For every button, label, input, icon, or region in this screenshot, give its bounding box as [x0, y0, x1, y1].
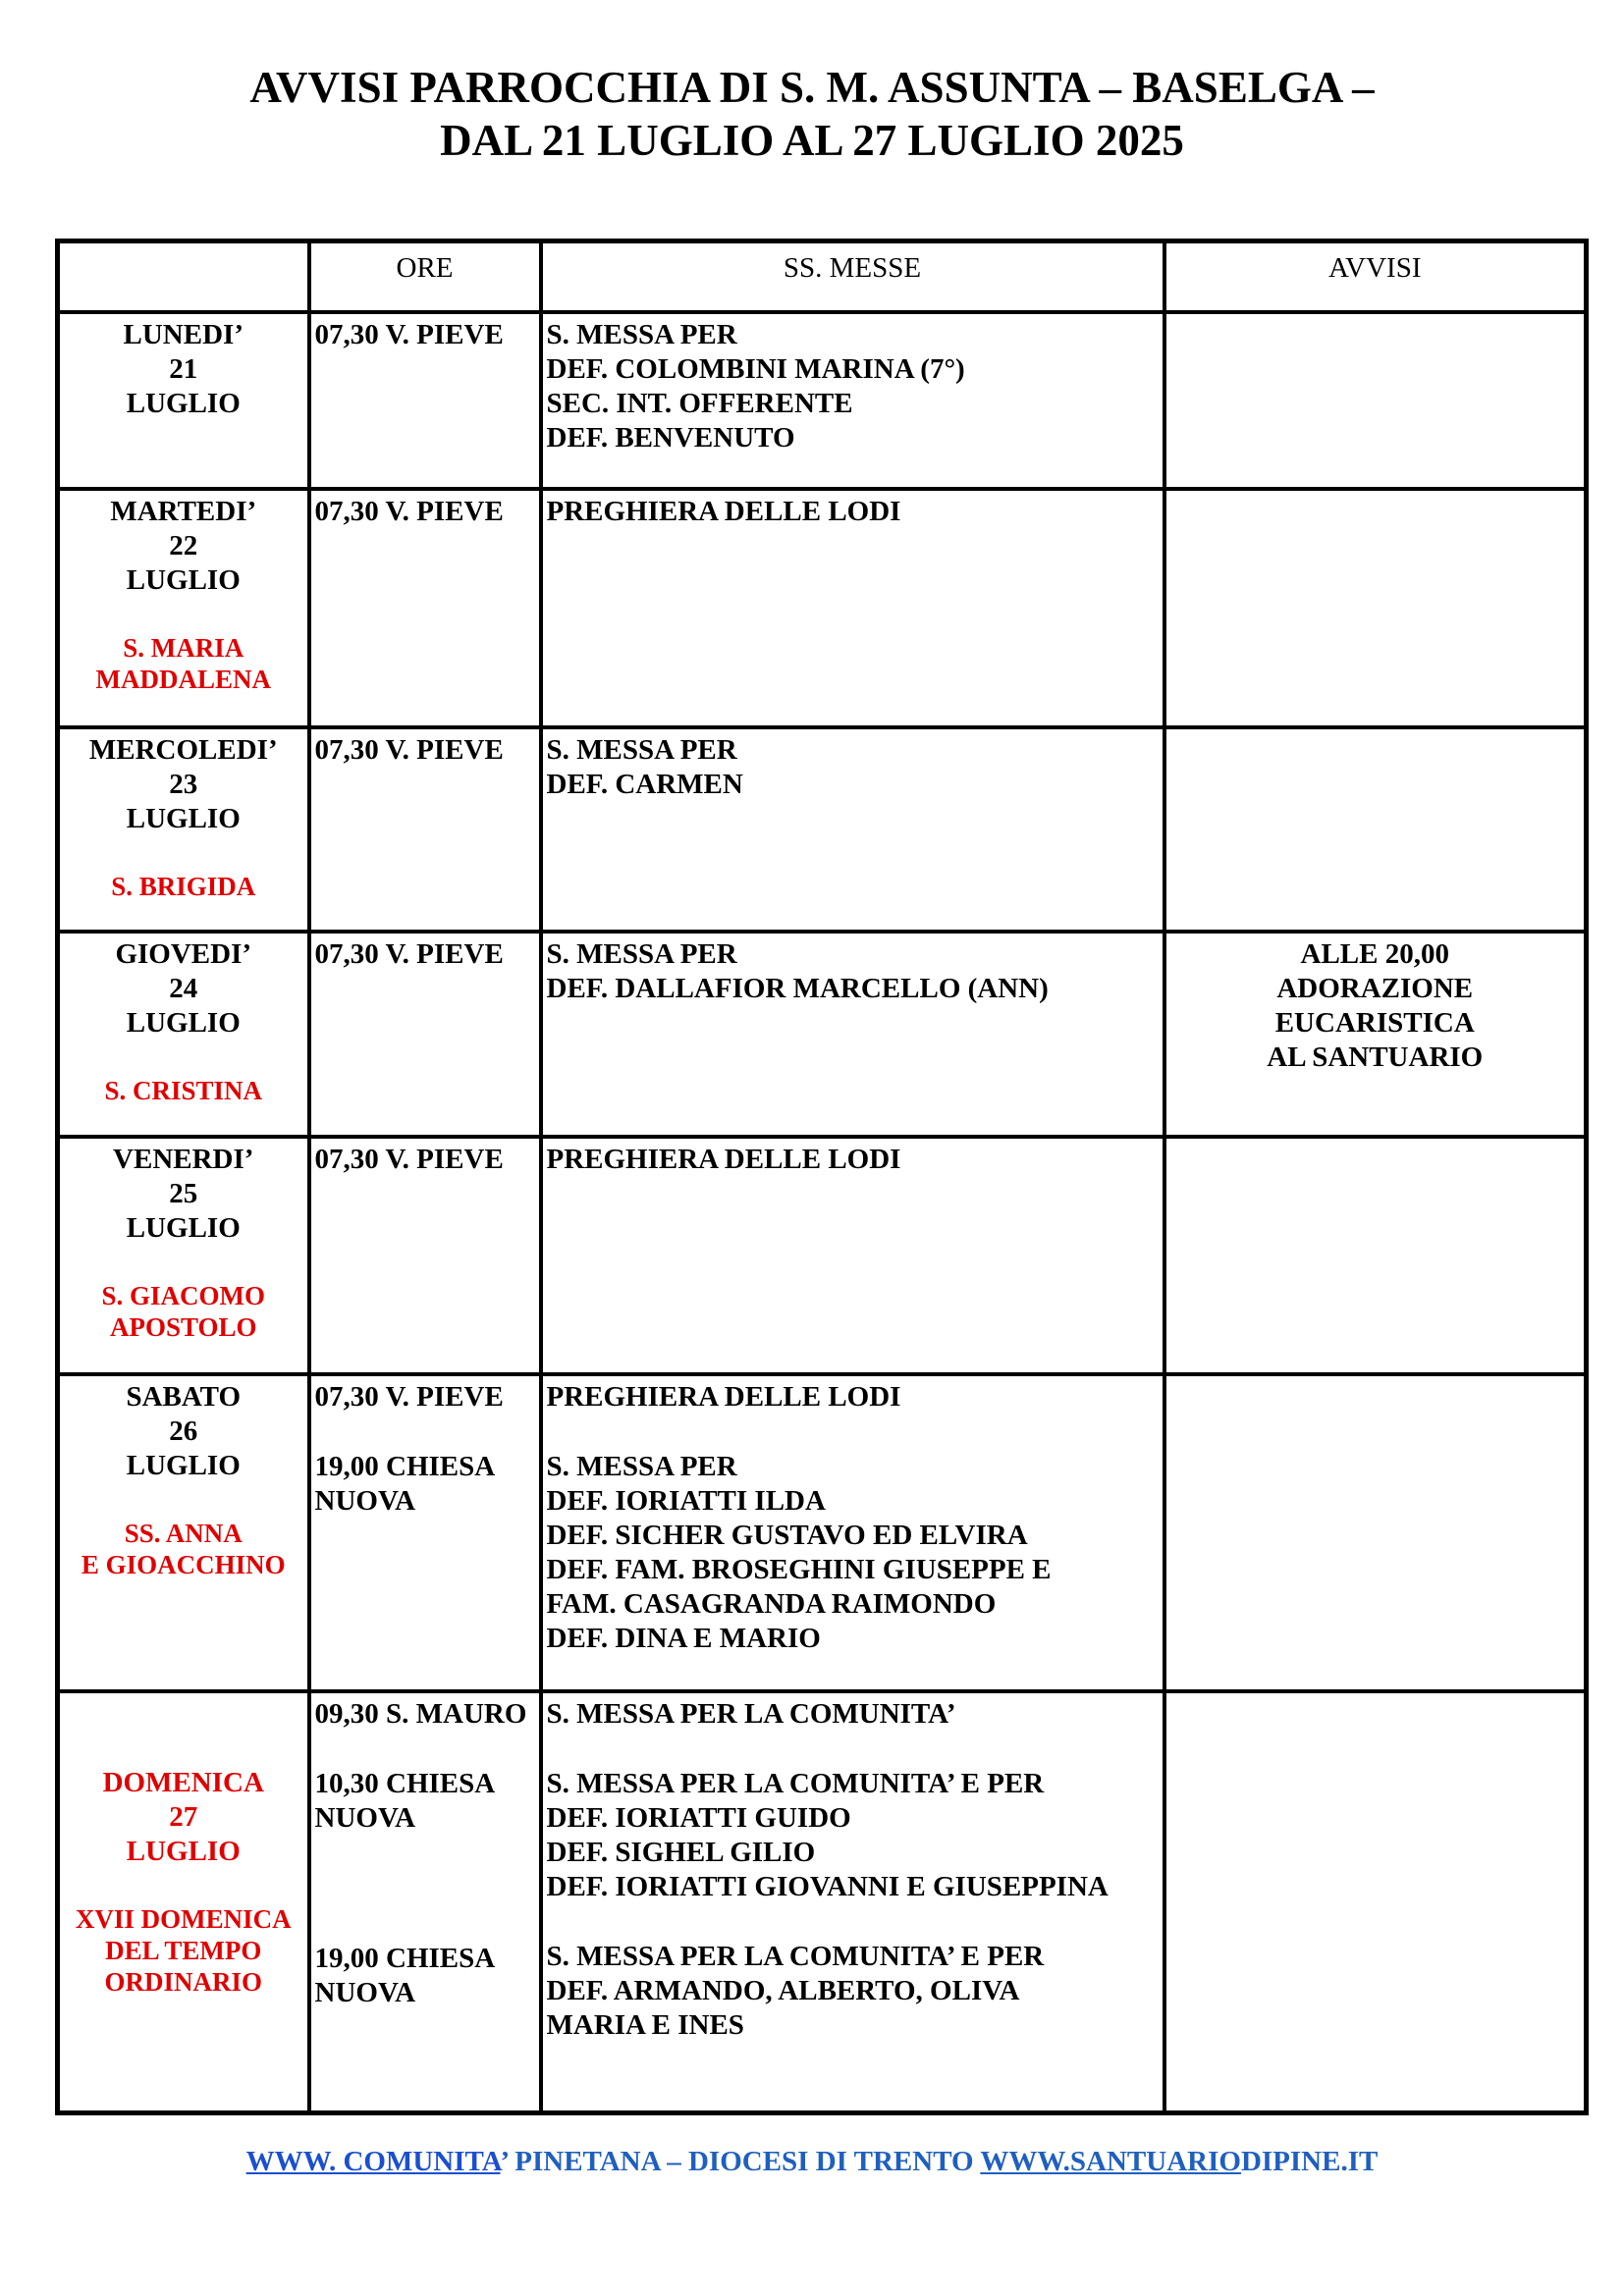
- saint-line: S. MARIA: [123, 633, 244, 664]
- time-place: 09,30 S. MAURO: [314, 1698, 527, 1731]
- weekday: VENERDI’: [113, 1143, 254, 1175]
- time-place: 07,30 V. PIEVE: [314, 318, 504, 350]
- mass-line: S. MESSA PER LA COMUNITA’ E PER: [546, 1941, 1045, 1973]
- month: LUGLIO: [126, 1211, 241, 1244]
- saint-line: S. CRISTINA: [104, 1076, 263, 1106]
- mass-line: DEF. SIGHEL GILIO: [546, 1837, 816, 1869]
- time-place: 19,00 CHIESA: [314, 1943, 496, 1975]
- mass-line: DEF. DINA E MARIO: [546, 1623, 821, 1655]
- mass-line: DEF. IORIATTI GIOVANNI E GIUSEPPINA: [546, 1871, 1109, 1903]
- messe-cell: [541, 1137, 1164, 1375]
- saint-line: XVII DOMENICA: [75, 1904, 292, 1935]
- mass-line: DEF. BENVENUTO: [546, 421, 795, 454]
- time-place: 07,30 V. PIEVE: [314, 1143, 504, 1175]
- table-row: [58, 932, 1587, 1137]
- mass-line: DEF. SICHER GUSTAVO ED ELVIRA: [546, 1520, 1028, 1552]
- weekday: SABATO: [126, 1381, 242, 1414]
- messe-cell: [541, 1374, 1164, 1691]
- time-place: 07,30 V. PIEVE: [314, 1381, 504, 1414]
- time-place: 10,30 CHIESA: [314, 1768, 496, 1800]
- day-cell: [58, 1137, 309, 1375]
- month: LUGLIO: [126, 387, 241, 419]
- saint-line: APOSTOLO: [109, 1311, 257, 1342]
- messe-cell: [541, 932, 1164, 1137]
- mass-line: MARIA E INES: [546, 2009, 744, 2042]
- ore-cell: [309, 932, 541, 1137]
- mass-line: PREGHIERA DELLE LODI: [546, 496, 901, 528]
- saint-name: [60, 1075, 307, 1106]
- title-line-1: AVVISI PARROCCHIA DI S. M. ASSUNTA – BASELGA –: [249, 63, 1375, 112]
- notice-line: ALLE 20,00: [1300, 938, 1449, 971]
- mass-line: S. MESSA PER LA COMUNITA’: [546, 1698, 956, 1731]
- time-place: NUOVA: [314, 1802, 416, 1835]
- day-number: 26: [169, 1415, 198, 1448]
- santuario-link[interactable]: WWW.SANTUARIO: [980, 2146, 1241, 2177]
- ore-cell: [309, 727, 541, 933]
- mass-line: S. MESSA PER: [546, 733, 737, 766]
- saint-name: [60, 632, 307, 695]
- table-row: [58, 727, 1587, 933]
- month: LUGLIO: [126, 564, 241, 597]
- day-number: 27: [169, 1801, 198, 1834]
- day-cell: [58, 489, 309, 727]
- day-number: 21: [169, 352, 198, 385]
- mass-line: S. MESSA PER: [546, 938, 737, 971]
- ore-cell: [309, 1374, 541, 1691]
- footer: [0, 2146, 1624, 2178]
- saint-line: S. BRIGIDA: [111, 871, 256, 901]
- mass-line: FAM. CASAGRANDA RAIMONDO: [546, 1588, 997, 1621]
- mass-line: SEC. INT. OFFERENTE: [546, 387, 853, 419]
- notice-line: ADORAZIONE: [1276, 973, 1474, 1005]
- community-link[interactable]: WWW. COMUNITA: [245, 2146, 501, 2177]
- avvisi-cell: [1164, 1691, 1587, 2112]
- footer-tail: DIPINE.IT: [1240, 2146, 1379, 2177]
- header-ore: ORE: [309, 241, 541, 312]
- time-place: 19,00 CHIESA: [314, 1451, 496, 1483]
- day-cell: [58, 727, 309, 933]
- weekday: DOMENICA: [102, 1767, 264, 1799]
- saint-name: [60, 1518, 307, 1580]
- avvisi-cell: [1164, 312, 1587, 489]
- table-row: [58, 1137, 1587, 1375]
- weekday: GIOVEDI’: [115, 938, 252, 971]
- mass-line: DEF. DALLAFIOR MARCELLO (ANN): [546, 973, 1049, 1005]
- table-row: [58, 1691, 1587, 2112]
- header-row: [58, 241, 1587, 312]
- saint-line: ORDINARIO: [104, 1967, 262, 1998]
- avvisi-cell: [1164, 727, 1587, 933]
- day-cell: [58, 932, 309, 1137]
- saint-name: [60, 871, 307, 902]
- day-number: 25: [169, 1177, 198, 1209]
- saint-name: [60, 1280, 307, 1343]
- day-cell: [58, 312, 309, 489]
- day-number: 23: [169, 768, 198, 800]
- schedule-table: [55, 239, 1589, 2115]
- day-cell: [58, 1374, 309, 1691]
- title-line-2: DAL 21 LUGLIO AL 27 LUGLIO 2025: [440, 116, 1184, 165]
- day-number: 22: [169, 530, 198, 562]
- avvisi-cell: [1164, 1137, 1587, 1375]
- time-place: NUOVA: [314, 1977, 416, 2009]
- month: LUGLIO: [126, 1007, 241, 1040]
- time-place: 07,30 V. PIEVE: [314, 938, 504, 971]
- saint-line: SS. ANNA: [124, 1519, 243, 1549]
- header-messe: SS. MESSE: [541, 241, 1164, 312]
- time-place: NUOVA: [314, 1485, 416, 1518]
- ore-cell: [309, 312, 541, 489]
- table-row: [58, 1374, 1587, 1691]
- messe-cell: [541, 1691, 1164, 2112]
- weekday: MERCOLEDI’: [88, 733, 278, 766]
- header-avvisi: AVVISI: [1164, 241, 1587, 312]
- ore-cell: [309, 1691, 541, 2112]
- messe-cell: [541, 727, 1164, 933]
- ore-cell: [309, 489, 541, 727]
- avvisi-cell: [1164, 932, 1587, 1137]
- time-place: 07,30 V. PIEVE: [314, 733, 504, 766]
- mass-line: DEF. FAM. BROSEGHINI GIUSEPPE E: [546, 1554, 1052, 1586]
- mass-line: S. MESSA PER LA COMUNITA’ E PER: [546, 1768, 1045, 1800]
- mass-line: DEF. CARMEN: [546, 768, 743, 800]
- table-row: [58, 312, 1587, 489]
- messe-cell: [541, 489, 1164, 727]
- weekday: MARTEDI’: [110, 496, 257, 528]
- avvisi-cell: [1164, 489, 1587, 727]
- saint-line: E GIOACCHINO: [81, 1550, 286, 1580]
- weekday: LUNEDI’: [123, 318, 244, 350]
- mass-line: PREGHIERA DELLE LODI: [546, 1143, 901, 1175]
- day-number: 24: [169, 973, 198, 1005]
- saint-name: [60, 1903, 307, 1998]
- mass-line: DEF. COLOMBINI MARINA (7°): [546, 352, 965, 385]
- mass-line: DEF. IORIATTI GUIDO: [546, 1802, 851, 1835]
- mass-line: DEF. ARMANDO, ALBERTO, OLIVA: [546, 1975, 1020, 2007]
- mass-line: S. MESSA PER: [546, 1451, 737, 1483]
- saint-line: DEL TEMPO: [105, 1936, 262, 1966]
- mass-line: DEF. IORIATTI ILDA: [546, 1485, 826, 1518]
- footer-text: ’ PINETANA – DIOCESI DI TRENTO: [500, 2146, 981, 2177]
- mass-line: PREGHIERA DELLE LODI: [546, 1381, 901, 1414]
- notice-line: AL SANTUARIO: [1267, 1041, 1484, 1074]
- notice-line: EUCARISTICA: [1274, 1007, 1475, 1040]
- month: LUGLIO: [126, 1450, 241, 1482]
- month: LUGLIO: [126, 802, 241, 834]
- table-row: [58, 489, 1587, 727]
- header-day: [58, 241, 309, 312]
- time-place: 07,30 V. PIEVE: [314, 496, 504, 528]
- page-title: [0, 61, 1624, 167]
- day-cell: [58, 1691, 309, 2112]
- mass-line: S. MESSA PER: [546, 318, 737, 350]
- saint-line: MADDALENA: [95, 665, 271, 695]
- avvisi-cell: [1164, 1374, 1587, 1691]
- saint-line: S. GIACOMO: [101, 1280, 265, 1310]
- ore-cell: [309, 1137, 541, 1375]
- month: LUGLIO: [126, 1836, 241, 1868]
- messe-cell: [541, 312, 1164, 489]
